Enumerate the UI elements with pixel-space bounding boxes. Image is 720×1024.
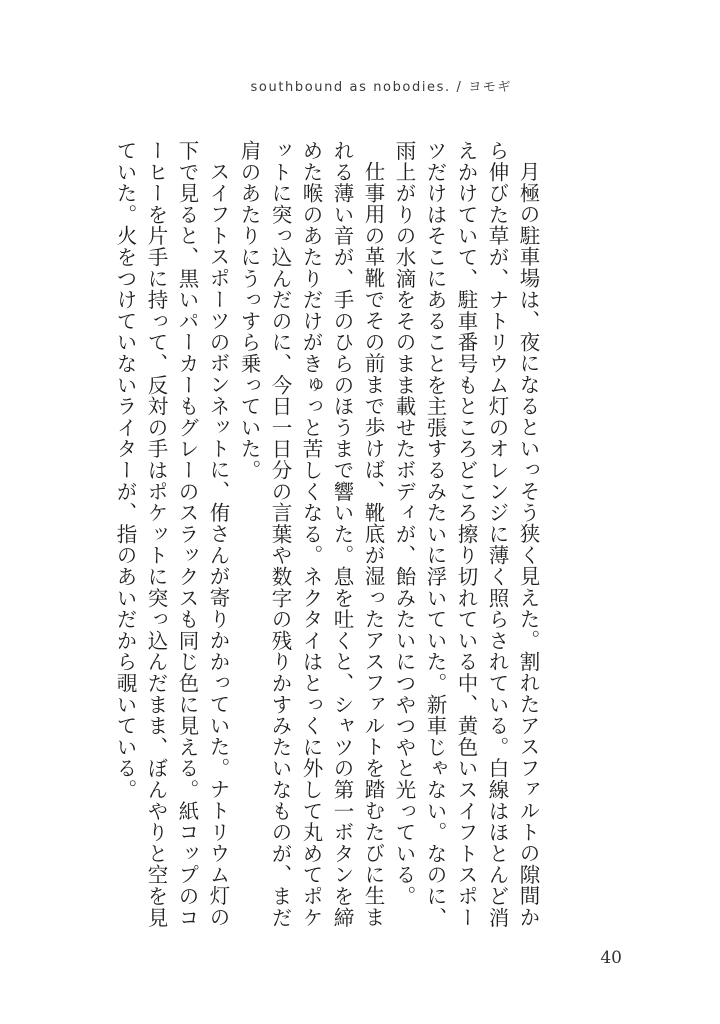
paragraph: スイフトスポーツのボンネットに、侑さんが寄りかかっていた。ナトリウム灯の下で見ると、黒いパーカーもグレーのスラックスも同じ色に見える。紙コップのコーヒーを片手に持って、反対の手はポケットに突っ込んだまま、ぼんやりと空を見ていた。火をつけていないライターが、指のあいだから覗いている。: [113, 140, 230, 929]
page-number: 40: [600, 948, 622, 968]
running-header: southbound as nobodies. / ヨモギ: [250, 80, 512, 95]
paragraph: 仕事用の革靴でその前まで歩けば、靴底が湿ったアスファルトを踏むたびに生まれる薄い音が、手のひらのほうまで響いた。息を吐くと、シャツの第一ボタンを締めた喉のあたりだけがきゅっと苦しくなる。ネクタイはとっくに外して丸めてポケットに突っ込んだのに、今日一日分の言葉や数字の残りかすみたいなものが、まだ肩のあたりにうっすら乗っていた。: [237, 140, 385, 929]
body-text: [113, 140, 543, 940]
paragraph: 月極の駐車場は、夜になるといっそう狭く見えた。割れたアスファルトの隙間から伸びた草が、ナトリウム灯のオレンジに薄く照らされている。白線はほとんど消えかけていて、駐車番号もところどころ擦り切れている中、黄色いスイフトスポーツだけはそこにあることを主張するみたいに浮いていた。新車じゃない。なのに、雨上がりの水滴をそのまま載せたボディが、飴みたいにつやつやと光っている。: [392, 140, 540, 929]
